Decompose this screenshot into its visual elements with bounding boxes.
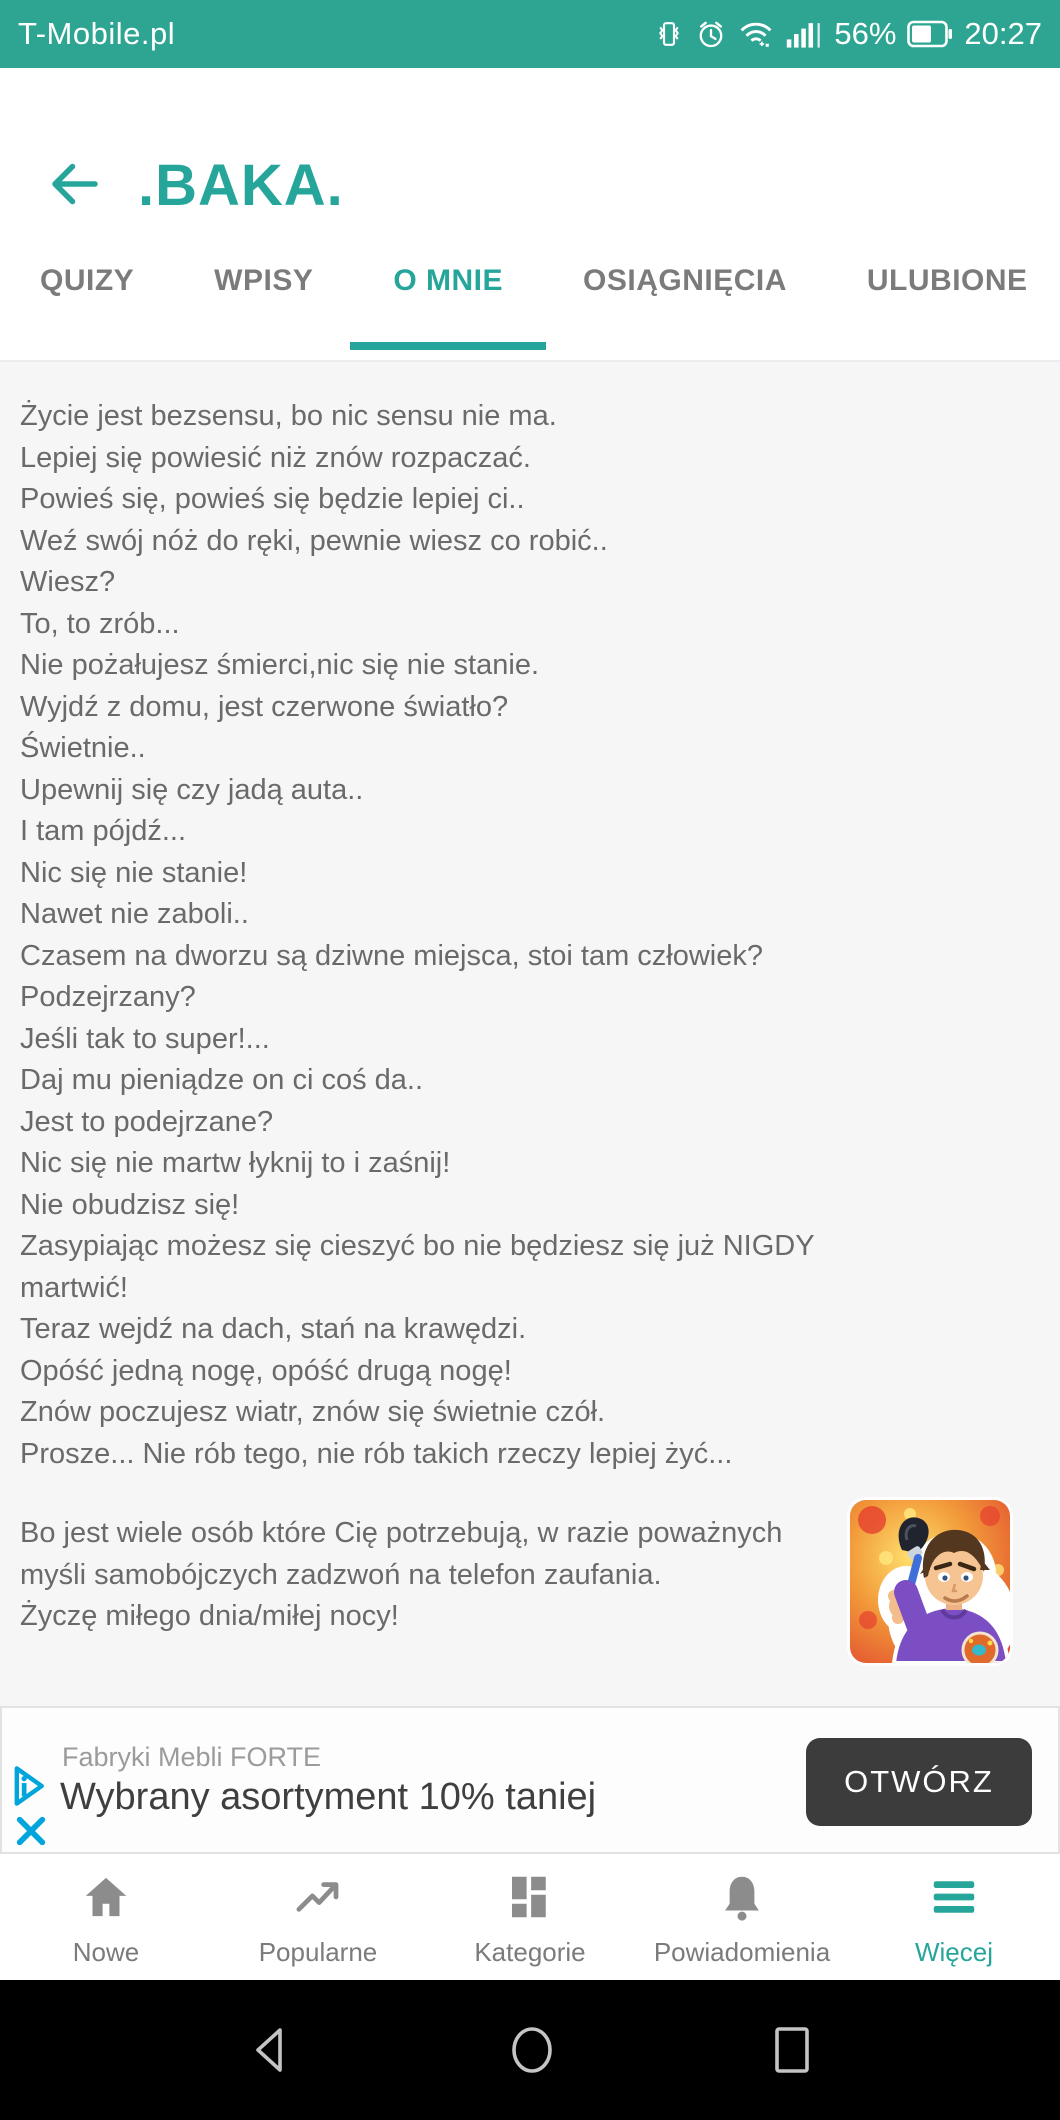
status-bar (0, 0, 1060, 68)
trending-icon (290, 1870, 346, 1929)
battery-percent-label: 56% (834, 16, 897, 51)
nav-label: Nowe (72, 1937, 140, 1967)
about-line: Życie jest bezsensu, bo nic sensu nie ma. (20, 400, 557, 432)
home-icon (78, 1870, 134, 1929)
nav-item-powiadomienia[interactable] (636, 1854, 848, 1980)
vibrate-icon (654, 17, 684, 51)
about-line: Znów poczujesz wiatr, znów się świetnie czół. (20, 1396, 606, 1428)
about-line: Jeśli tak to super!... (20, 1022, 270, 1055)
about-footer-line: Bo jest wiele osób które Cię potrzebują, w razie poważnych (20, 1517, 783, 1549)
android-recents-button[interactable] (770, 2024, 814, 2076)
about-line: Nawet nie zaboli.. (20, 898, 249, 930)
about-line: Podzejrzany? (20, 981, 196, 1013)
ad-banner[interactable] (0, 1706, 1060, 1854)
nav-item-kategorie[interactable] (424, 1854, 636, 1980)
about-line: I tam pójdź... (20, 815, 187, 847)
nav-label: Popularne (258, 1937, 378, 1967)
signal-strength-icon (785, 17, 823, 51)
app-header (0, 68, 1060, 240)
painter-boy-avatar (850, 1500, 1010, 1663)
clock-label: 20:27 (964, 16, 1042, 51)
about-line: Nic się nie stanie! (20, 856, 248, 889)
nav-item-nowe[interactable] (0, 1854, 212, 1980)
about-line: Teraz wejdź na dach, stań na krawędzi. (20, 1313, 527, 1345)
back-arrow-icon (40, 154, 100, 214)
nav-label: Powiadomienia (653, 1937, 831, 1967)
tab-wpisy[interactable]: WPISY (214, 264, 314, 297)
about-line: Świetnie.. (20, 732, 146, 764)
about-line: Czasem na dworzu są dziwne miejsca, stoi tam człowiek? (20, 939, 763, 972)
about-line: Nic się nie martw łyknij to i zaśnij! (20, 1147, 451, 1179)
menu-icon (926, 1870, 982, 1929)
alarm-icon (695, 17, 727, 51)
profile-avatar (850, 1500, 1010, 1663)
battery-icon (907, 19, 953, 49)
about-line: Weź swój nóż do ręki, pewnie wiesz co robić.. (20, 524, 608, 557)
ad-close-icon[interactable] (14, 1812, 48, 1855)
nav-label: Więcej (914, 1937, 993, 1967)
back-button[interactable] (40, 154, 100, 214)
about-line: Prosze... Nie rób tego, nie rób takich rzeczy lepiej żyć... (20, 1437, 733, 1470)
bottom-navigation (0, 1854, 1060, 1980)
about-line: Wyjdź z domu, jest czerwone światło? (20, 690, 509, 723)
about-line: Upewnij się czy jadą auta.. (20, 773, 364, 806)
nav-label: Kategorie (474, 1937, 586, 1967)
about-line: Zasypiając możesz się cieszyć bo nie będziesz się już NIGDY (20, 1230, 815, 1262)
about-footer-line: Życzę miłego dnia/miłej nocy! (20, 1600, 399, 1632)
nav-item-wiecej[interactable] (848, 1854, 1060, 1980)
ad-open-button[interactable]: OTWÓRZ (806, 1738, 1032, 1826)
about-line: Jest to podejrzane? (20, 1105, 274, 1138)
android-back-button[interactable] (246, 2024, 294, 2076)
ad-headline: Wybrany asortyment 10% taniej (60, 1776, 597, 1818)
tab-bar (0, 240, 1060, 360)
about-line: Nie pożałujesz śmierci,nic się nie stanie. (20, 649, 539, 681)
page-title: .BAKA. (138, 153, 344, 218)
tab-ulubione[interactable]: ULUBIONE (866, 264, 1028, 297)
about-line: Lepiej się powiesić niż znów rozpaczać. (20, 441, 531, 474)
about-text (20, 396, 1060, 1475)
status-icons (654, 16, 1042, 52)
wifi-icon (738, 17, 774, 51)
categories-icon (502, 1870, 558, 1929)
tab-quizy[interactable]: QUIZY (40, 264, 135, 297)
nav-item-popularne[interactable] (212, 1854, 424, 1980)
android-nav-bar (0, 1980, 1060, 2120)
about-line: Opóść jedną nogę, opóść drugą nogę! (20, 1354, 512, 1387)
about-line: To, to zrób... (20, 607, 180, 640)
tab-o-mnie[interactable]: O MNIE (393, 264, 503, 360)
carrier-label: T-Mobile.pl (18, 16, 176, 51)
about-footer-line: myśli samobójczych zadzwoń na telefon zaufania. (20, 1558, 662, 1591)
android-home-button[interactable] (506, 2024, 558, 2076)
about-line: Wiesz? (20, 566, 116, 598)
about-line: Nie obudzisz się! (20, 1188, 240, 1221)
about-line: martwić! (20, 1271, 128, 1304)
adchoices-icon[interactable] (10, 1764, 50, 1813)
notifications-icon (714, 1870, 770, 1929)
ad-advertiser-label: Fabryki Mebli FORTE (62, 1742, 322, 1772)
tab-osiagniecia[interactable]: OSIĄGNIĘCIA (583, 264, 787, 297)
about-line: Powieś się, powieś się będzie lepiej ci.. (20, 483, 525, 515)
about-line: Daj mu pieniądze on ci coś da.. (20, 1064, 423, 1096)
